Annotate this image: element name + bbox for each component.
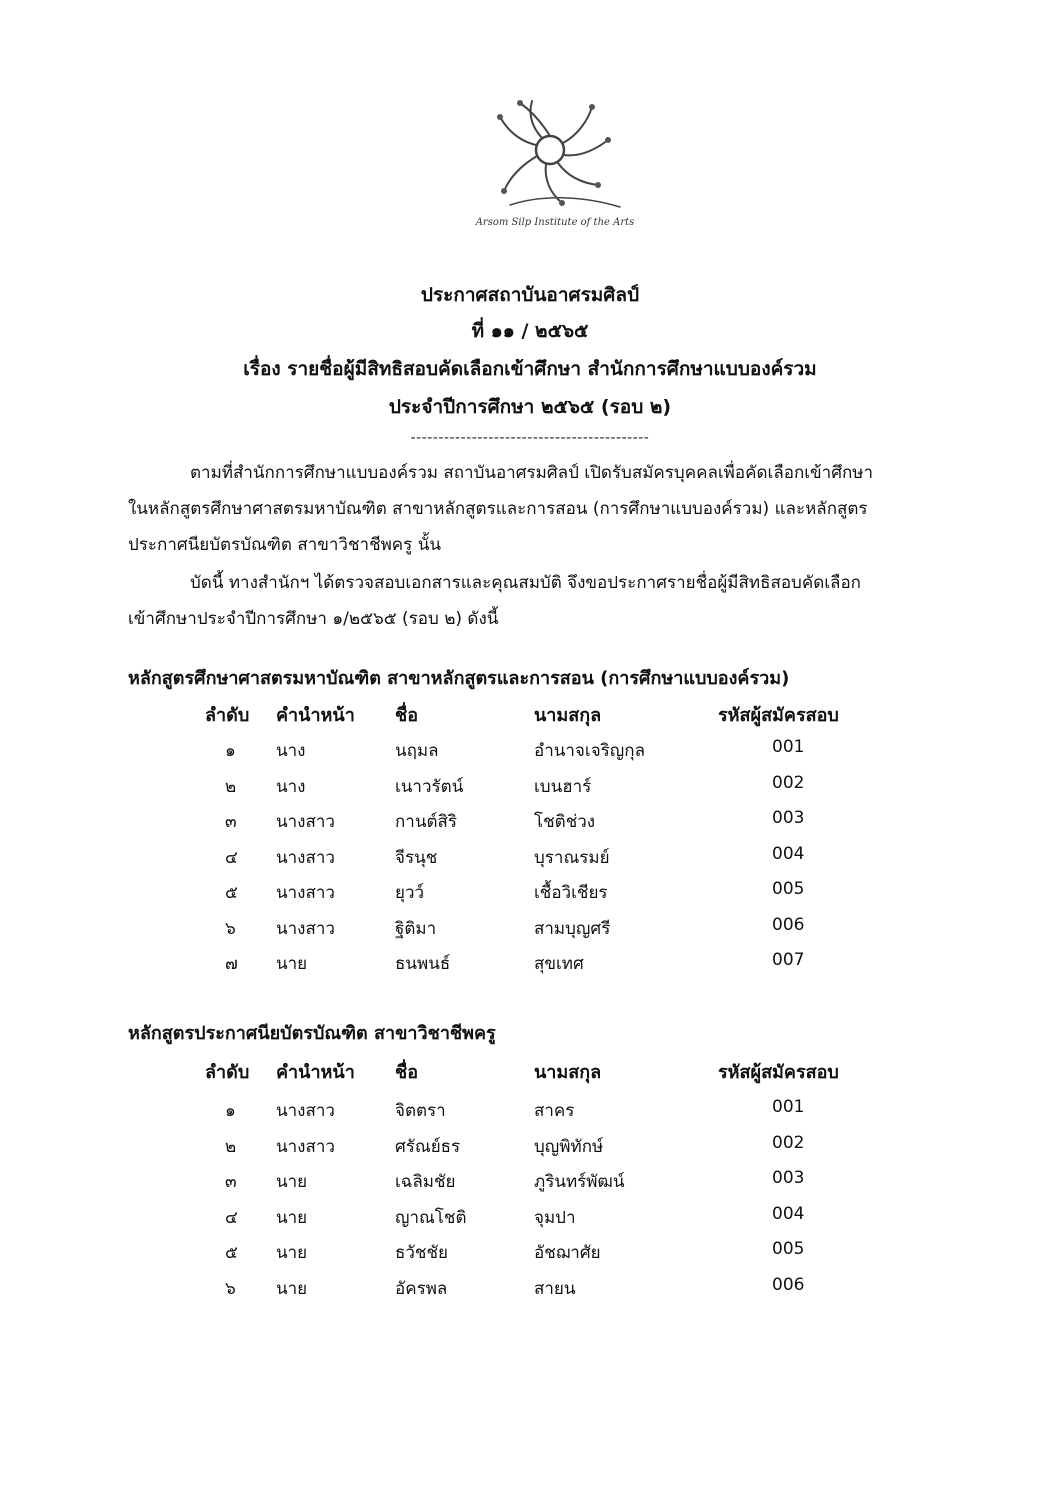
cell-title: นาย: [276, 1172, 308, 1192]
col-no-header: ลำดับ: [205, 1062, 250, 1083]
cell-last-name: เบนฮาร์: [534, 776, 592, 797]
paragraph-line: ตามที่สำนักการศึกษาแบบองค์รวม สถาบันอาศรมศิลป์ เปิดรับสมัครบุคคลเพื่อคัดเลือกเข้าศึกษา: [190, 463, 874, 483]
cell-last-name: ภูรินทร์พัฒน์: [534, 1172, 625, 1192]
paragraph-announcement: [128, 565, 948, 637]
cell-no: ๒: [225, 1136, 237, 1157]
table-row: [0, 915, 1060, 949]
logo-caption: Arsom Silp Institute of the Arts: [475, 217, 635, 228]
divider: -------------------------------------------: [410, 430, 650, 446]
cell-first-name: ฐิติมา: [395, 918, 437, 939]
cell-no: ๔: [225, 1207, 238, 1228]
cell-last-name: สาคร: [534, 1101, 575, 1121]
cell-last-name: อำนาจเจริญกุล: [534, 741, 645, 761]
cell-last-name: บุญพิทักษ์: [534, 1136, 604, 1157]
cell-first-name: ศรัณย์ธร: [395, 1136, 461, 1157]
cell-code: 006: [772, 1274, 805, 1295]
cell-no: ๒: [225, 776, 237, 797]
col-no-header: ลำดับ: [205, 705, 250, 726]
cell-first-name: ญาณโชติ: [395, 1207, 467, 1228]
cell-title: นางสาว: [276, 847, 335, 868]
cell-code: 002: [772, 772, 805, 793]
cell-first-name: เนาวรัตน์: [395, 776, 464, 797]
paragraph-line: บัดนี้ ทางสำนักฯ ได้ตรวจสอบเอกสารและคุณสมบัติ จึงขอประกาศรายชื่อผู้มีสิทธิสอบคัดเลือก: [190, 573, 861, 593]
cell-last-name: สายน: [534, 1278, 576, 1299]
section-title-masters: หลักสูตรศึกษาศาสตรมหาบัณฑิต สาขาหลักสูตรและการสอน (การศึกษาแบบองค์รวม): [128, 668, 790, 689]
cell-title: นางสาว: [276, 1101, 335, 1121]
table-row: [0, 1133, 1060, 1167]
cell-title: นางสาว: [276, 1136, 335, 1157]
table-row: [0, 737, 1060, 771]
col-first-header: ชื่อ: [395, 705, 419, 726]
table-row: [0, 1239, 1060, 1273]
cell-title: นางสาว: [276, 918, 335, 939]
col-last-header: นามสกุล: [534, 705, 602, 726]
cell-code: 003: [772, 1168, 805, 1188]
announcement-year: ประจำปีการศึกษา ๒๕๖๕ (รอบ ๒): [388, 396, 672, 418]
announcement-title: ประกาศสถาบันอาศรมศิลป์: [420, 284, 640, 306]
cell-last-name: จุมปา: [534, 1207, 576, 1228]
cell-no: ๔: [225, 847, 238, 868]
cell-title: นาย: [276, 1207, 308, 1228]
col-title-header: คำนำหน้า: [276, 705, 355, 726]
cell-title: นาย: [276, 1278, 308, 1299]
cell-last-name: บุราณรมย์: [534, 847, 610, 868]
cell-code: 007: [772, 950, 805, 970]
cell-first-name: ยุวว์: [395, 883, 425, 903]
cell-first-name: ธนพนธ์: [395, 954, 451, 974]
col-code-header: รหัสผู้สมัครสอบ: [718, 1062, 839, 1083]
table-row: [0, 808, 1060, 842]
cell-no: ๕: [225, 1243, 238, 1263]
cell-first-name: อัครพล: [395, 1278, 448, 1299]
cell-code: 001: [772, 737, 805, 757]
cell-no: ๖: [225, 918, 236, 939]
cell-code: 004: [772, 843, 805, 864]
cell-no: ๓: [225, 812, 237, 832]
cell-code: 004: [772, 1203, 805, 1224]
cell-last-name: โชติช่วง: [534, 812, 596, 832]
table-header: [0, 700, 1060, 734]
cell-no: ๓: [225, 1172, 237, 1192]
cell-code: 001: [772, 1097, 805, 1117]
cell-last-name: อัชฌาศัย: [534, 1243, 601, 1263]
announcement-subject: เรื่อง รายชื่อผู้มีสิทธิสอบคัดเลือกเข้าศึกษา สำนักการศึกษาแบบองค์รวม: [243, 358, 817, 380]
paragraph-line: เข้าศึกษาประจำปีการศึกษา ๑/๒๕๖๕ (รอบ ๒) ดังนี้: [128, 609, 499, 629]
cell-title: นาย: [276, 954, 308, 974]
cell-no: ๗: [225, 954, 238, 974]
cell-code: 005: [772, 879, 805, 899]
col-last-header: นามสกุล: [534, 1062, 602, 1083]
table-row: [0, 773, 1060, 807]
cell-first-name: ธวัชชัย: [395, 1243, 448, 1263]
cell-title: นางสาว: [276, 812, 335, 832]
cell-first-name: จิตตรา: [395, 1101, 446, 1121]
cell-title: นาง: [276, 776, 306, 797]
paragraph-intro: [128, 455, 948, 563]
paragraph-line: ประกาศนียบัตรบัณฑิต สาขาวิชาชีพครู นั้น: [128, 535, 441, 555]
section-title-certificate: หลักสูตรประกาศนียบัตรบัณฑิต สาขาวิชาชีพครู: [128, 1023, 496, 1044]
table-row: [0, 1097, 1060, 1131]
cell-last-name: สุขเทศ: [534, 954, 584, 974]
sun-emblem-icon: [470, 95, 640, 215]
cell-last-name: สามบุญศรี: [534, 918, 611, 939]
table-row: [0, 1275, 1060, 1309]
cell-first-name: เฉลิมชัย: [395, 1172, 456, 1192]
cell-first-name: กานต์สิริ: [395, 812, 458, 832]
institute-logo: [470, 95, 640, 240]
cell-no: ๑: [225, 1101, 236, 1121]
cell-first-name: จีรนุช: [395, 847, 438, 868]
cell-code: 003: [772, 808, 805, 828]
table-row: [0, 1204, 1060, 1238]
col-first-header: ชื่อ: [395, 1062, 419, 1083]
announcement-number: ที่ ๑๑ / ๒๕๖๕: [471, 320, 589, 342]
table-row: [0, 1168, 1060, 1202]
cell-code: 006: [772, 914, 805, 935]
cell-no: ๑: [225, 741, 236, 761]
cell-no: ๖: [225, 1278, 236, 1299]
cell-no: ๕: [225, 883, 238, 903]
paragraph-line: ในหลักสูตรศึกษาศาสตรมหาบัณฑิต สาขาหลักสูตรและการสอน (การศึกษาแบบองค์รวม) และหลักสูตร: [128, 499, 868, 519]
cell-code: 002: [772, 1132, 805, 1153]
cell-title: นาง: [276, 741, 306, 761]
table-row: [0, 950, 1060, 984]
table-header: [0, 1057, 1060, 1091]
col-code-header: รหัสผู้สมัครสอบ: [718, 705, 839, 726]
table-row: [0, 844, 1060, 878]
cell-last-name: เชื้อวิเชียร: [534, 883, 608, 903]
table-row: [0, 879, 1060, 913]
cell-first-name: นฤมล: [395, 741, 439, 761]
cell-title: นางสาว: [276, 883, 335, 903]
cell-code: 005: [772, 1239, 805, 1259]
col-title-header: คำนำหน้า: [276, 1062, 355, 1083]
cell-title: นาย: [276, 1243, 308, 1263]
